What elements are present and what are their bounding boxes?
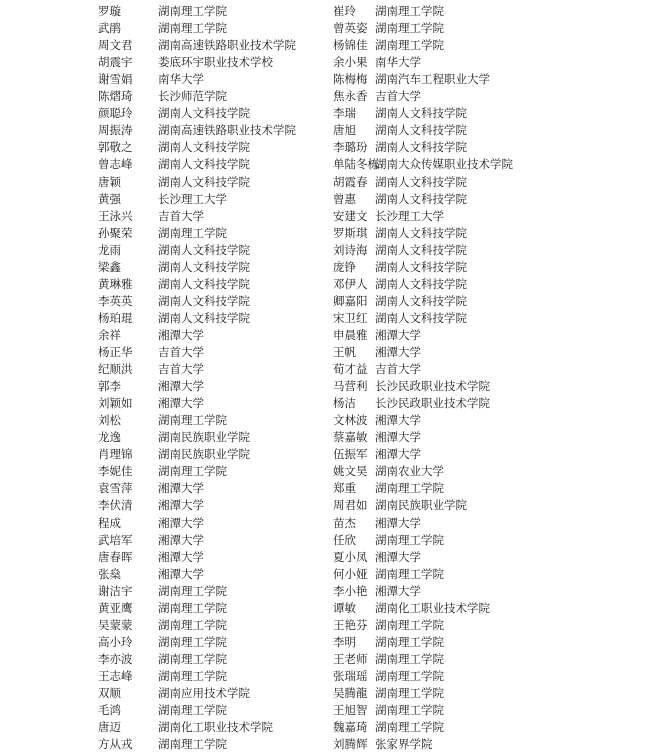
right-org: 湖南汽车工程职业大学 (375, 72, 490, 87)
right-org: 湖南理工学院 (375, 668, 444, 683)
right-org: 湖南理工学院 (375, 634, 444, 649)
left-name: 张燊 (98, 566, 121, 581)
list-row (0, 634, 650, 651)
right-org: 湖南人文科技学院 (375, 310, 467, 325)
left-org: 湖南理工学院 (158, 651, 227, 666)
left-org: 南华大学 (158, 72, 204, 87)
left-name: 周文君 (98, 38, 133, 53)
left-name: 刘松 (98, 413, 121, 428)
left-name: 唐迈 (98, 720, 121, 735)
left-org: 湖南理工学院 (158, 4, 227, 18)
left-name: 陈熠琦 (98, 89, 133, 104)
right-org: 湖南人文科技学院 (375, 225, 467, 240)
left-name: 黄强 (98, 191, 121, 206)
right-org: 湘潭大学 (375, 413, 421, 428)
left-org: 湖南化工职业技术学院 (158, 720, 273, 735)
left-org: 湘潭大学 (158, 549, 204, 564)
list-row (0, 310, 650, 327)
left-org: 湖南理工学院 (158, 413, 227, 428)
list-row (0, 719, 650, 736)
list-row (0, 174, 650, 191)
list-row (0, 122, 650, 139)
list-row (0, 463, 650, 480)
right-org: 湘潭大学 (375, 515, 421, 530)
right-name: 伍振军 (333, 447, 368, 462)
left-name: 曾志峰 (98, 157, 133, 172)
right-org: 长沙民政职业技术学院 (375, 396, 490, 411)
right-name: 曾英姿 (333, 21, 368, 36)
list-row (0, 3, 650, 20)
right-org: 南华大学 (375, 55, 421, 70)
right-name: 陈梅梅 (333, 72, 368, 87)
right-name: 马营利 (333, 379, 368, 394)
list-row (0, 20, 650, 37)
right-name: 刘诗海 (333, 242, 368, 257)
right-name: 卿嘉阳 (333, 293, 368, 308)
left-name: 龙逸 (98, 430, 121, 445)
right-org: 湖南农业大学 (375, 464, 444, 479)
left-org: 湖南理工学院 (158, 634, 227, 649)
right-org: 湖南人文科技学院 (375, 140, 467, 155)
left-name: 唐颖 (98, 174, 121, 189)
right-name: 余小果 (333, 55, 368, 70)
right-name: 谭敏 (333, 600, 356, 615)
list-row (0, 327, 650, 344)
right-name: 李小艳 (333, 583, 368, 598)
right-org: 长沙民政职业技术学院 (375, 379, 490, 394)
left-org: 湖南理工学院 (158, 617, 227, 632)
list-row (0, 617, 650, 634)
left-name: 梁鑫 (98, 259, 121, 274)
right-org: 湖南理工学院 (375, 651, 444, 666)
left-org: 湘潭大学 (158, 498, 204, 513)
list-row (0, 37, 650, 54)
right-name: 崔玲 (333, 4, 356, 18)
list-row (0, 532, 650, 549)
list-row (0, 566, 650, 583)
left-name: 吴蒙蒙 (98, 617, 133, 632)
left-org: 湖南民族职业学院 (158, 430, 250, 445)
right-name: 荀才益 (333, 362, 368, 377)
list-row (0, 651, 650, 668)
list-row (0, 685, 650, 702)
left-org: 吉首大学 (158, 362, 204, 377)
right-name: 张瑞瑶 (333, 668, 368, 683)
right-name: 王旭智 (333, 703, 368, 718)
list-row (0, 446, 650, 463)
right-org: 湖南民族职业学院 (375, 498, 467, 513)
right-name: 庞铮 (333, 259, 356, 274)
right-org: 湖南化工职业技术学院 (375, 600, 490, 615)
left-name: 武培军 (98, 532, 133, 547)
right-org: 湖南人文科技学院 (375, 276, 467, 291)
left-name: 程成 (98, 515, 121, 530)
left-org: 娄底环宇职业技术学校 (158, 55, 273, 70)
left-org: 湖南理工学院 (158, 600, 227, 615)
list-row (0, 344, 650, 361)
right-org: 湖南理工学院 (375, 21, 444, 36)
right-org: 湘潭大学 (375, 583, 421, 598)
left-name: 胡震宇 (98, 55, 133, 70)
list-row (0, 156, 650, 173)
left-org: 湖南民族职业学院 (158, 447, 250, 462)
right-name: 唐旭 (333, 123, 356, 138)
list-row (0, 71, 650, 88)
left-org: 湘潭大学 (158, 327, 204, 342)
left-org: 湖南高速铁路职业技术学院 (158, 38, 296, 53)
right-name: 吴腾龍 (333, 686, 368, 700)
right-org: 湖南理工学院 (375, 481, 444, 496)
right-org: 湖南人文科技学院 (375, 191, 467, 206)
right-name: 夏小凤 (333, 549, 368, 564)
list-row (0, 668, 650, 685)
left-org: 湖南人文科技学院 (158, 106, 250, 121)
right-org: 湖南理工学院 (375, 617, 444, 632)
right-org: 湘潭大学 (375, 345, 421, 359)
right-name: 安建文 (333, 208, 368, 223)
list-row (0, 276, 650, 293)
left-name: 余祥 (98, 327, 121, 342)
list-row (0, 191, 650, 208)
left-name: 周振涛 (98, 123, 133, 138)
left-name: 谢洁宇 (98, 583, 133, 598)
list-row (0, 378, 650, 395)
right-org: 湖南人文科技学院 (375, 106, 467, 121)
list-row (0, 105, 650, 122)
left-org: 吉首大学 (158, 345, 204, 359)
left-name: 王泳兴 (98, 208, 133, 223)
right-name: 王帆 (333, 345, 356, 359)
right-name: 李瑞 (333, 106, 356, 121)
list-row (0, 54, 650, 71)
left-name: 方从戎 (98, 737, 133, 752)
right-name: 李璐玢 (333, 140, 368, 155)
list-row (0, 208, 650, 225)
right-org: 湖南人文科技学院 (375, 259, 467, 274)
list-row (0, 702, 650, 719)
list-row (0, 736, 650, 753)
left-org: 湖南人文科技学院 (158, 310, 250, 325)
right-name: 曾惠 (333, 191, 356, 206)
left-name: 纪顺洪 (98, 362, 133, 377)
right-name: 单陆冬栋 (333, 157, 379, 172)
left-org: 湘潭大学 (158, 515, 204, 530)
name-list-document (0, 3, 650, 756)
left-org: 湖南应用技术学院 (158, 686, 250, 700)
right-org: 湖南理工学院 (375, 686, 444, 700)
right-org: 湖南理工学院 (375, 703, 444, 718)
right-name: 周君如 (333, 498, 368, 513)
left-name: 杨正华 (98, 345, 133, 359)
list-row (0, 429, 650, 446)
right-org: 湘潭大学 (375, 447, 421, 462)
right-org: 湖南人文科技学院 (375, 174, 467, 189)
right-org: 张家界学院 (375, 737, 433, 752)
left-org: 湖南理工学院 (158, 668, 227, 683)
left-name: 王志峰 (98, 668, 133, 683)
left-org: 湖南人文科技学院 (158, 259, 250, 274)
right-org: 长沙理工大学 (375, 208, 444, 223)
list-row (0, 583, 650, 600)
list-row (0, 139, 650, 156)
left-name: 颜聪玲 (98, 106, 133, 121)
list-row (0, 259, 650, 276)
left-org: 湖南理工学院 (158, 21, 227, 36)
left-org: 湘潭大学 (158, 379, 204, 394)
right-org: 湖南理工学院 (375, 720, 444, 735)
left-org: 湖南人文科技学院 (158, 276, 250, 291)
right-org: 吉首大学 (375, 362, 421, 377)
list-row (0, 293, 650, 310)
left-name: 李伏清 (98, 498, 133, 513)
right-org: 湖南理工学院 (375, 38, 444, 53)
right-name: 何小娅 (333, 566, 368, 581)
left-name: 李亦波 (98, 651, 133, 666)
left-name: 袁雪萍 (98, 481, 133, 496)
list-row (0, 242, 650, 259)
left-name: 郭李 (98, 379, 121, 394)
left-name: 孙聚荣 (98, 225, 133, 240)
left-org: 湘潭大学 (158, 532, 204, 547)
left-name: 罗璇 (98, 4, 121, 18)
list-row (0, 88, 650, 105)
right-name: 罗斯琪 (333, 225, 368, 240)
left-org: 湘潭大学 (158, 396, 204, 411)
left-name: 李妮佳 (98, 464, 133, 479)
left-org: 湖南理工学院 (158, 703, 227, 718)
right-org: 湖南人文科技学院 (375, 123, 467, 138)
right-name: 魏嘉琦 (333, 720, 368, 735)
list-row (0, 600, 650, 617)
right-name: 任欣 (333, 532, 356, 547)
left-org: 湘潭大学 (158, 481, 204, 496)
left-org: 湖南人文科技学院 (158, 157, 250, 172)
left-org: 长沙师范学院 (158, 89, 227, 104)
right-name: 文林波 (333, 413, 368, 428)
right-name: 焦永香 (333, 89, 368, 104)
right-org: 湖南理工学院 (375, 4, 444, 18)
left-org: 长沙理工大学 (158, 191, 227, 206)
list-row (0, 497, 650, 514)
right-org: 湖南理工学院 (375, 566, 444, 581)
right-org: 湘潭大学 (375, 430, 421, 445)
right-org: 湖南人文科技学院 (375, 242, 467, 257)
right-name: 杨锦佳 (333, 38, 368, 53)
right-org: 湖南大众传媒职业技术学院 (375, 157, 513, 172)
left-org: 湖南人文科技学院 (158, 242, 250, 257)
left-name: 郭敬之 (98, 140, 133, 155)
left-org: 湖南人文科技学院 (158, 140, 250, 155)
right-name: 申晨雅 (333, 327, 368, 342)
list-row (0, 225, 650, 242)
left-org: 湖南高速铁路职业技术学院 (158, 123, 296, 138)
right-name: 姚文昊 (333, 464, 368, 479)
list-row (0, 412, 650, 429)
left-name: 双顺 (98, 686, 121, 700)
list-row (0, 361, 650, 378)
right-name: 郑重 (333, 481, 356, 496)
right-name: 王艳芬 (333, 617, 368, 632)
right-name: 刘腾辉 (333, 737, 368, 752)
left-org: 湖南人文科技学院 (158, 293, 250, 308)
right-name: 宋卫红 (333, 310, 368, 325)
right-name: 苗杰 (333, 515, 356, 530)
left-name: 刘颖如 (98, 396, 133, 411)
left-org: 湖南理工学院 (158, 737, 227, 752)
left-org: 湖南理工学院 (158, 583, 227, 598)
right-org: 湘潭大学 (375, 327, 421, 342)
left-name: 唐春晖 (98, 549, 133, 564)
left-name: 毛鸿 (98, 703, 121, 718)
list-row (0, 395, 650, 412)
left-name: 黄亚鹰 (98, 600, 133, 615)
list-row (0, 515, 650, 532)
left-name: 谢雪娟 (98, 72, 133, 87)
list-row (0, 480, 650, 497)
left-org: 湖南人文科技学院 (158, 174, 250, 189)
left-org: 吉首大学 (158, 208, 204, 223)
left-name: 高小玲 (98, 634, 133, 649)
right-org: 湖南理工学院 (375, 532, 444, 547)
left-name: 武鹃 (98, 21, 121, 36)
left-org: 湖南理工学院 (158, 464, 227, 479)
right-name: 邓伊人 (333, 276, 368, 291)
right-org: 湘潭大学 (375, 549, 421, 564)
left-name: 肖理锦 (98, 447, 133, 462)
right-org: 湖南人文科技学院 (375, 293, 467, 308)
right-name: 王老师 (333, 651, 368, 666)
left-name: 杨珀琨 (98, 310, 133, 325)
right-name: 李明 (333, 634, 356, 649)
left-name: 李英英 (98, 293, 133, 308)
right-name: 蔡嘉敏 (333, 430, 368, 445)
left-name: 黄琳雅 (98, 276, 133, 291)
right-name: 胡霞春 (333, 174, 368, 189)
list-row (0, 549, 650, 566)
left-org: 湖南理工学院 (158, 225, 227, 240)
right-name: 杨洁 (333, 396, 356, 411)
right-org: 吉首大学 (375, 89, 421, 104)
left-org: 湘潭大学 (158, 566, 204, 581)
left-name: 龙雨 (98, 242, 121, 257)
